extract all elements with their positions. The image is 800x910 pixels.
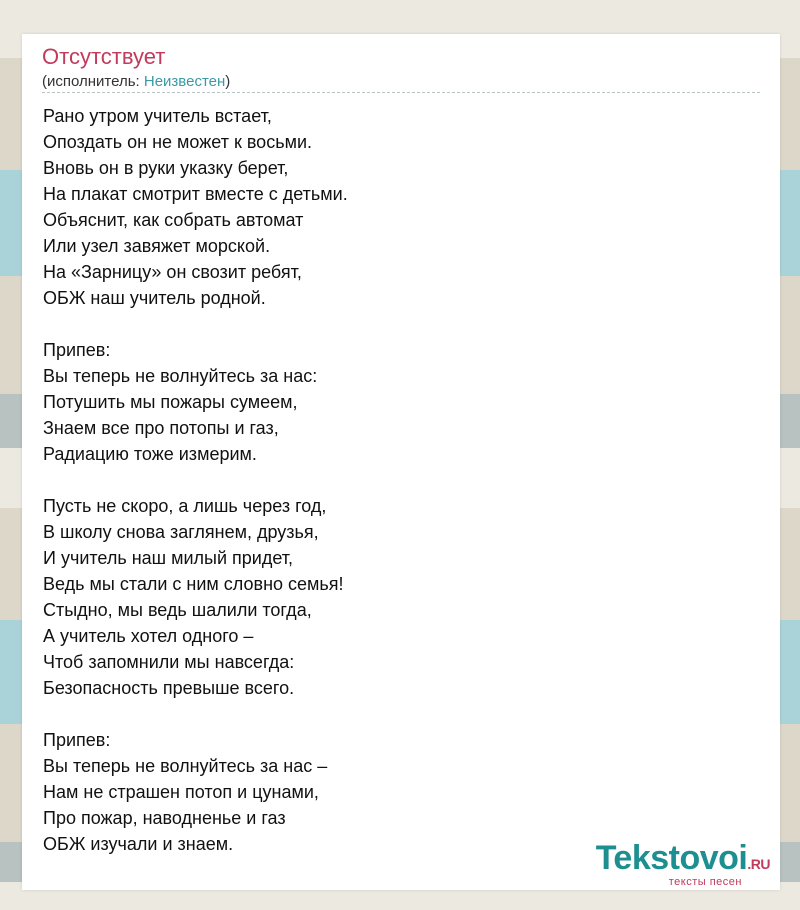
logo-tld: .RU — [747, 856, 770, 872]
performer-suffix: ) — [225, 73, 231, 90]
lyrics-line: Нам не страшен потоп и цунами, — [43, 782, 319, 802]
lyrics-line: Знаем все про потопы и газ, — [43, 418, 279, 438]
title-divider — [42, 92, 760, 93]
lyrics-line: Про пожар, наводненье и газ — [43, 808, 286, 828]
lyrics-line: На плакат смотрит вместе с детьми. — [43, 184, 348, 204]
performer-link[interactable]: Неизвестен — [143, 73, 226, 90]
site-logo[interactable] — [596, 840, 770, 888]
lyrics-line: А учитель хотел одного – — [43, 626, 254, 646]
lyrics-line: Чтоб запомнили мы навсегда: — [43, 652, 295, 672]
lyrics-line: Рано утром учитель встает, — [43, 106, 272, 126]
performer-line — [42, 73, 230, 90]
performer-prefix: (исполнитель: — [42, 73, 144, 90]
lyrics-line: Опоздать он не может к восьми. — [43, 132, 312, 152]
lyrics-line: Вновь он в руки указку берет, — [43, 158, 289, 178]
lyrics-line: И учитель наш милый придет, — [43, 548, 294, 568]
lyrics-line: Припев: — [43, 340, 111, 360]
lyrics-line: Вы теперь не волнуйтесь за нас: — [43, 366, 318, 386]
lyrics-line: Стыдно, мы ведь шалили тогда, — [43, 600, 312, 620]
lyrics-line: Объяснит, как собрать автомат — [43, 210, 304, 230]
song-title: Отсутствует — [42, 44, 166, 69]
lyrics-line: ОБЖ наш учитель родной. — [43, 288, 266, 308]
lyrics-line: Или узел завяжет морской. — [43, 236, 271, 256]
lyrics-line: Припев: — [43, 730, 111, 750]
lyrics-line: Ведь мы стали с ним словно семья! — [43, 574, 344, 594]
lyrics-line: ОБЖ изучали и знаем. — [43, 834, 234, 854]
logo-tagline: тексты песен — [668, 876, 742, 888]
lyrics-line: Безопасность превыше всего. — [43, 678, 295, 698]
lyrics-blank-line — [43, 311, 743, 337]
lyrics-line: Радиацию тоже измерим. — [43, 444, 257, 464]
logo-name: Tekstovoi — [595, 839, 748, 877]
lyrics-blank-line — [43, 701, 743, 727]
lyrics-line: Вы теперь не волнуйтесь за нас – — [43, 756, 328, 776]
lyrics-line: Пусть не скоро, а лишь через год, — [43, 496, 327, 516]
lyrics-text — [43, 103, 743, 857]
lyrics-blank-line — [43, 467, 743, 493]
lyrics-line: Потушить мы пожары сумеем, — [43, 392, 298, 412]
lyrics-line: В школу снова заглянем, друзья, — [43, 522, 319, 542]
lyrics-card — [22, 34, 780, 890]
lyrics-line: На «Зарницу» он свозит ребят, — [43, 262, 302, 282]
